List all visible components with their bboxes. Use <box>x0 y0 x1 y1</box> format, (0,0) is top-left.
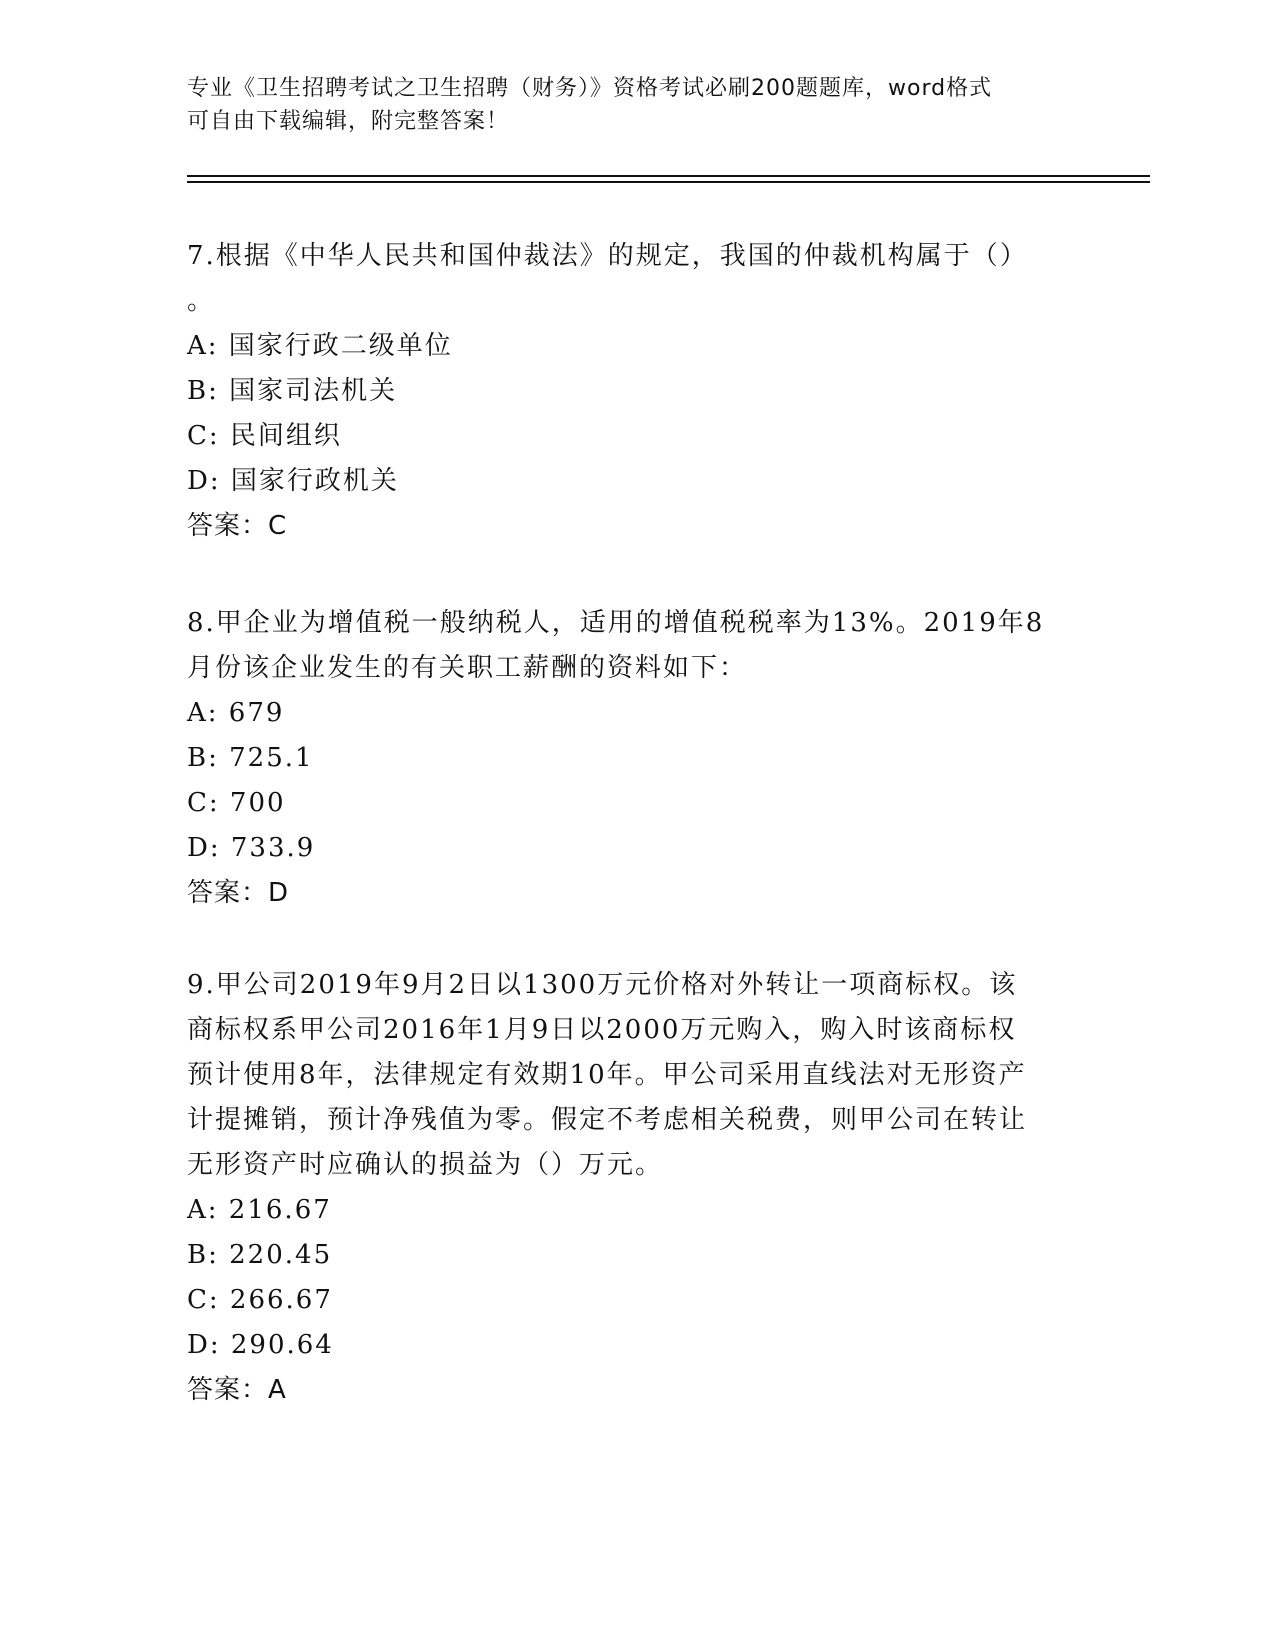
answer: 答案：A <box>187 1375 287 1405</box>
option-b: B: 220.45 <box>187 1240 333 1270</box>
header-line-1: 专业《卫生招聘考试之卫生招聘（财务）》资格考试必刷200题题库，word格式 <box>187 76 993 101</box>
option-d: D: 290.64 <box>187 1330 334 1360</box>
question-stem-line: 月份该企业发生的有关职工薪酬的资料如下： <box>187 653 748 683</box>
question-stem-line: 9.甲公司2019年9月2日以1300万元价格对外转让一项商标权。该 <box>187 970 1018 1000</box>
answer: 答案：D <box>187 878 290 908</box>
question-stem-line: 商标权系甲公司2016年1月9日以2000万元购入，购入时该商标权 <box>187 1015 1017 1045</box>
question-stem-line: 。 <box>187 286 216 316</box>
question-7 <box>187 234 1067 549</box>
question-stem-line: 计提摊销，预计净残值为零。假定不考虑相关税费，则甲公司在转让 <box>187 1105 1028 1135</box>
question-8 <box>187 601 1067 916</box>
document-header <box>187 72 1067 138</box>
option-b: B: 725.1 <box>187 743 314 773</box>
question-stem-line: 无形资产时应确认的损益为（）万元。 <box>187 1150 664 1180</box>
option-a: A: 679 <box>187 698 285 728</box>
question-stem-line: 8.甲企业为增值税一般纳税人，适用的增值税税率为13%。2019年8 <box>187 608 1045 638</box>
option-d: D: 733.9 <box>187 833 316 863</box>
option-b: B: 国家司法机关 <box>187 376 398 406</box>
option-c: C: 700 <box>187 788 286 818</box>
option-c: C: 民间组织 <box>187 421 342 451</box>
header-divider-bottom <box>187 181 1150 183</box>
option-d: D: 国家行政机关 <box>187 466 399 496</box>
question-stem-line: 预计使用8年，法律规定有效期10年。甲公司采用直线法对无形资产 <box>187 1060 1027 1090</box>
header-divider-top <box>187 175 1150 177</box>
option-c: C: 266.67 <box>187 1285 333 1315</box>
answer: 答案：C <box>187 511 288 541</box>
header-line-2: 可自由下载编辑，附完整答案！ <box>187 109 510 134</box>
question-stem-line: 7.根据《中华人民共和国仲裁法》的规定，我国的仲裁机构属于（） <box>187 241 1028 271</box>
option-a: A: 216.67 <box>187 1195 332 1225</box>
question-9 <box>187 963 1067 1413</box>
option-a: A: 国家行政二级单位 <box>187 331 453 361</box>
